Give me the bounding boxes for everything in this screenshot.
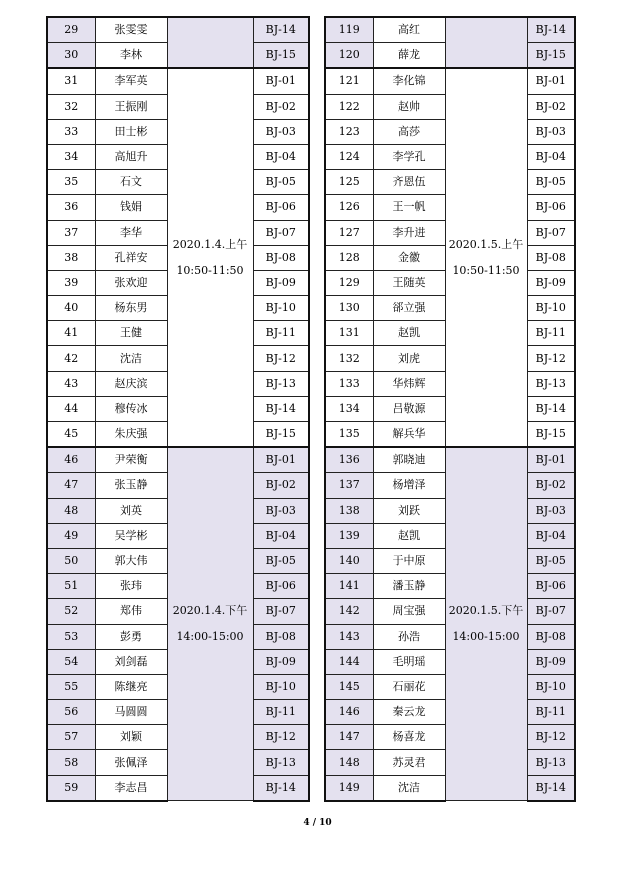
candidate-name: 杨喜龙: [373, 725, 445, 750]
candidate-name: 张佩泽: [95, 750, 167, 775]
exam-time-line: 10:50-11:50: [452, 263, 520, 277]
candidate-name: 齐恩伍: [373, 170, 445, 195]
row-number: 149: [325, 775, 373, 801]
candidate-name: 孔祥安: [95, 245, 167, 270]
row-number: 56: [47, 700, 95, 725]
candidate-name: 高旭升: [95, 144, 167, 169]
row-number: 145: [325, 674, 373, 699]
candidate-name: 朱庆强: [95, 422, 167, 448]
candidate-name: 解兵华: [373, 422, 445, 448]
row-number: 29: [47, 17, 95, 43]
row-number: 128: [325, 245, 373, 270]
row-number: 47: [47, 473, 95, 498]
room-code: BJ-04: [527, 144, 575, 169]
row-number: 133: [325, 371, 373, 396]
page-number: 4 / 10: [303, 818, 332, 828]
exam-time-cell: [445, 17, 527, 68]
row-number: 142: [325, 599, 373, 624]
row-number: 36: [47, 195, 95, 220]
candidate-name: 李军英: [95, 68, 167, 94]
candidate-name: 钱娟: [95, 195, 167, 220]
room-code: BJ-02: [527, 473, 575, 498]
room-code: BJ-06: [527, 195, 575, 220]
room-code: BJ-13: [253, 371, 309, 396]
candidate-name: 高莎: [373, 119, 445, 144]
row-number: 51: [47, 574, 95, 599]
candidate-name: 李林: [95, 43, 167, 69]
room-code: BJ-14: [527, 17, 575, 43]
row-number: 42: [47, 346, 95, 371]
room-code: BJ-09: [253, 649, 309, 674]
room-code: BJ-07: [253, 220, 309, 245]
candidate-name: 吕敬源: [373, 396, 445, 421]
candidate-name: 金徽: [373, 245, 445, 270]
room-code: BJ-05: [527, 170, 575, 195]
exam-time-cell: [167, 447, 253, 801]
candidate-name: 张玮: [95, 574, 167, 599]
room-code: BJ-11: [527, 700, 575, 725]
row-number: 121: [325, 68, 373, 94]
exam-time-line: 10:50-11:50: [176, 263, 244, 277]
candidate-name: 高红: [373, 17, 445, 43]
row-number: 57: [47, 725, 95, 750]
candidate-name: 王振刚: [95, 94, 167, 119]
row-number: 126: [325, 195, 373, 220]
candidate-name: 李化锦: [373, 68, 445, 94]
candidate-name: 李学孔: [373, 144, 445, 169]
row-number: 46: [47, 447, 95, 473]
row-number: 140: [325, 548, 373, 573]
row-number: 49: [47, 523, 95, 548]
room-code: BJ-14: [527, 396, 575, 421]
room-code: BJ-14: [253, 396, 309, 421]
candidate-name: 刘虎: [373, 346, 445, 371]
row-number: 143: [325, 624, 373, 649]
room-code: BJ-11: [527, 321, 575, 346]
row-number: 37: [47, 220, 95, 245]
candidate-name: 马圆圆: [95, 700, 167, 725]
candidate-name: 赵凯: [373, 321, 445, 346]
candidate-name: 周宝强: [373, 599, 445, 624]
candidate-name: 石丽花: [373, 674, 445, 699]
room-code: BJ-04: [527, 523, 575, 548]
room-code: BJ-03: [253, 498, 309, 523]
row-number: 38: [47, 245, 95, 270]
room-code: BJ-11: [253, 321, 309, 346]
row-number: 130: [325, 296, 373, 321]
candidate-name: 郤立强: [373, 296, 445, 321]
candidate-name: 沈洁: [373, 775, 445, 801]
room-code: BJ-02: [527, 94, 575, 119]
row-number: 33: [47, 119, 95, 144]
room-code: BJ-06: [527, 574, 575, 599]
room-code: BJ-05: [253, 170, 309, 195]
row-number: 122: [325, 94, 373, 119]
row-number: 58: [47, 750, 95, 775]
room-code: BJ-05: [527, 548, 575, 573]
room-code: BJ-01: [253, 447, 309, 473]
row-number: 39: [47, 270, 95, 295]
row-number: 134: [325, 396, 373, 421]
row-number: 54: [47, 649, 95, 674]
candidate-name: 王健: [95, 321, 167, 346]
candidate-name: 刘剑磊: [95, 649, 167, 674]
candidate-name: 穆传冰: [95, 396, 167, 421]
exam-time-cell: [167, 68, 253, 447]
row-number: 55: [47, 674, 95, 699]
row-number: 52: [47, 599, 95, 624]
exam-time-cell: [445, 447, 527, 801]
row-number: 120: [325, 43, 373, 69]
candidate-name: 薛龙: [373, 43, 445, 69]
row-number: 48: [47, 498, 95, 523]
candidate-name: 李升进: [373, 220, 445, 245]
candidate-name: 沈洁: [95, 346, 167, 371]
room-code: BJ-08: [527, 245, 575, 270]
row-number: 146: [325, 700, 373, 725]
room-code: BJ-11: [253, 700, 309, 725]
row-number: 132: [325, 346, 373, 371]
room-code: BJ-13: [527, 371, 575, 396]
candidate-name: 杨东男: [95, 296, 167, 321]
row-number: 119: [325, 17, 373, 43]
row-number: 123: [325, 119, 373, 144]
room-code: BJ-10: [253, 296, 309, 321]
candidate-name: 刘颖: [95, 725, 167, 750]
row-number: 148: [325, 750, 373, 775]
candidate-name: 王一帆: [373, 195, 445, 220]
room-code: BJ-10: [527, 296, 575, 321]
row-number: 139: [325, 523, 373, 548]
room-code: BJ-07: [253, 599, 309, 624]
table-row: [47, 17, 309, 43]
row-number: 136: [325, 447, 373, 473]
room-code: BJ-14: [253, 17, 309, 43]
candidate-name: 郑伟: [95, 599, 167, 624]
row-number: 147: [325, 725, 373, 750]
candidate-name: 刘跃: [373, 498, 445, 523]
candidate-name: 吴学彬: [95, 523, 167, 548]
candidate-name: 李志昌: [95, 775, 167, 801]
row-number: 32: [47, 94, 95, 119]
room-code: BJ-15: [527, 422, 575, 448]
row-number: 34: [47, 144, 95, 169]
room-code: BJ-12: [527, 346, 575, 371]
room-code: BJ-15: [253, 43, 309, 69]
candidate-name: 赵帅: [373, 94, 445, 119]
row-number: 59: [47, 775, 95, 801]
row-number: 125: [325, 170, 373, 195]
candidate-name: 秦云龙: [373, 700, 445, 725]
room-code: BJ-12: [253, 725, 309, 750]
candidate-name: 郭晓迪: [373, 447, 445, 473]
exam-time-line: 2020.1.4.上午: [172, 237, 248, 251]
room-code: BJ-02: [253, 94, 309, 119]
exam-time-line: 14:00-15:00: [452, 630, 520, 644]
row-number: 53: [47, 624, 95, 649]
candidate-name: 赵凯: [373, 523, 445, 548]
room-code: BJ-04: [253, 144, 309, 169]
room-code: BJ-13: [527, 750, 575, 775]
candidate-name: 苏灵君: [373, 750, 445, 775]
room-code: BJ-09: [253, 270, 309, 295]
row-number: 30: [47, 43, 95, 69]
candidate-name: 华炜辉: [373, 371, 445, 396]
schedule-table-left: [46, 16, 310, 802]
candidate-name: 毛明瑶: [373, 649, 445, 674]
candidate-name: 张玉静: [95, 473, 167, 498]
room-code: BJ-12: [253, 346, 309, 371]
room-code: BJ-04: [253, 523, 309, 548]
room-code: BJ-08: [253, 624, 309, 649]
row-number: 131: [325, 321, 373, 346]
room-code: BJ-07: [527, 220, 575, 245]
row-number: 45: [47, 422, 95, 448]
candidate-name: 石文: [95, 170, 167, 195]
room-code: BJ-07: [527, 599, 575, 624]
room-code: BJ-15: [527, 43, 575, 69]
row-number: 124: [325, 144, 373, 169]
row-number: 31: [47, 68, 95, 94]
candidate-name: 王随英: [373, 270, 445, 295]
exam-time-line: 2020.1.5.上午: [448, 237, 524, 251]
room-code: BJ-09: [527, 649, 575, 674]
candidate-name: 刘英: [95, 498, 167, 523]
candidate-name: 张雯雯: [95, 17, 167, 43]
candidate-name: 彭勇: [95, 624, 167, 649]
exam-time-cell: [445, 68, 527, 447]
table-row: [325, 447, 575, 473]
room-code: BJ-08: [253, 245, 309, 270]
room-code: BJ-10: [527, 674, 575, 699]
candidate-name: 郭大伟: [95, 548, 167, 573]
candidate-name: 尹荣衡: [95, 447, 167, 473]
candidate-name: 赵庆滨: [95, 371, 167, 396]
row-number: 43: [47, 371, 95, 396]
row-number: 141: [325, 574, 373, 599]
room-code: BJ-12: [527, 725, 575, 750]
room-code: BJ-13: [253, 750, 309, 775]
candidate-name: 于中原: [373, 548, 445, 573]
row-number: 144: [325, 649, 373, 674]
exam-time-line: 2020.1.4.下午: [172, 604, 248, 618]
row-number: 41: [47, 321, 95, 346]
candidate-name: 孙浩: [373, 624, 445, 649]
candidate-name: 杨增泽: [373, 473, 445, 498]
room-code: BJ-03: [253, 119, 309, 144]
table-row: [47, 68, 309, 94]
exam-time-cell: [167, 17, 253, 68]
room-code: BJ-14: [253, 775, 309, 801]
room-code: BJ-01: [527, 447, 575, 473]
candidate-name: 田士彬: [95, 119, 167, 144]
exam-time-line: 14:00-15:00: [176, 630, 244, 644]
row-number: 138: [325, 498, 373, 523]
schedule-table-right: [324, 16, 576, 802]
room-code: BJ-01: [527, 68, 575, 94]
table-row: [325, 17, 575, 43]
row-number: 40: [47, 296, 95, 321]
row-number: 127: [325, 220, 373, 245]
candidate-name: 李华: [95, 220, 167, 245]
candidate-name: 陈继亮: [95, 674, 167, 699]
room-code: BJ-01: [253, 68, 309, 94]
room-code: BJ-03: [527, 498, 575, 523]
row-number: 135: [325, 422, 373, 448]
room-code: BJ-03: [527, 119, 575, 144]
room-code: BJ-02: [253, 473, 309, 498]
row-number: 44: [47, 396, 95, 421]
room-code: BJ-10: [253, 674, 309, 699]
room-code: BJ-06: [253, 195, 309, 220]
room-code: BJ-06: [253, 574, 309, 599]
room-code: BJ-15: [253, 422, 309, 448]
row-number: 50: [47, 548, 95, 573]
exam-time-line: 2020.1.5.下午: [448, 604, 524, 618]
room-code: BJ-09: [527, 270, 575, 295]
row-number: 137: [325, 473, 373, 498]
table-row: [47, 447, 309, 473]
room-code: BJ-08: [527, 624, 575, 649]
row-number: 129: [325, 270, 373, 295]
room-code: BJ-14: [527, 775, 575, 801]
candidate-name: 潘玉静: [373, 574, 445, 599]
room-code: BJ-05: [253, 548, 309, 573]
row-number: 35: [47, 170, 95, 195]
candidate-name: 张欢迎: [95, 270, 167, 295]
table-row: [325, 68, 575, 94]
